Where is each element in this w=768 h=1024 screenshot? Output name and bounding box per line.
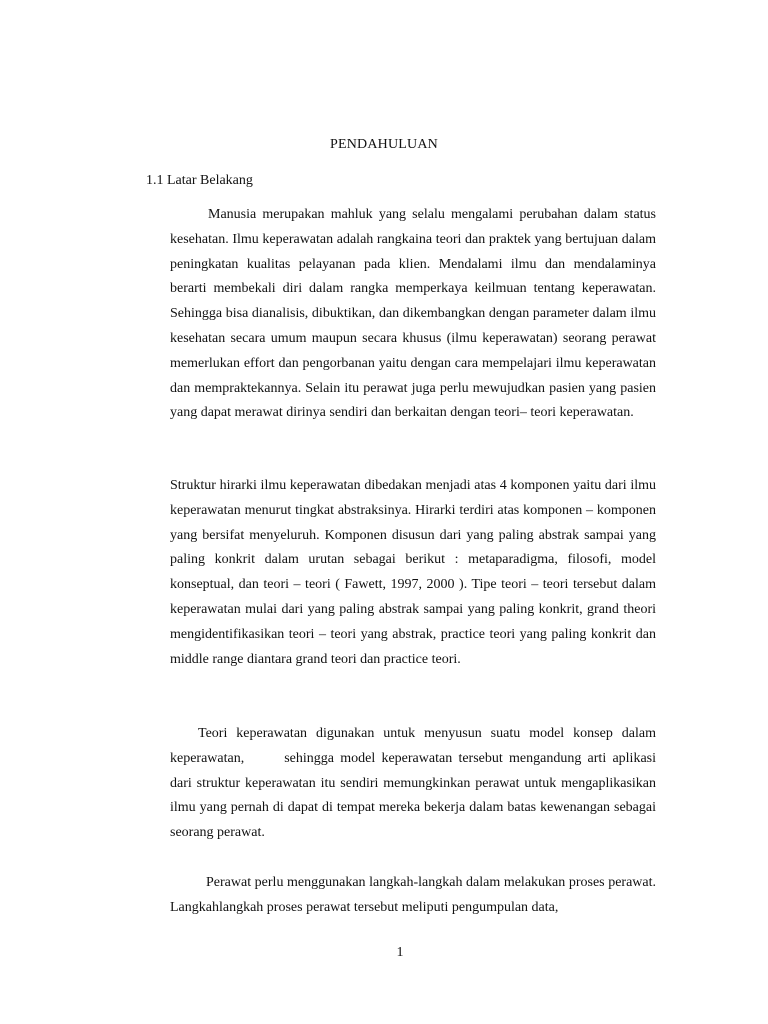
paragraph-2: Struktur hirarki ilmu keperawatan dibedakan menjadi atas 4 komponen yaitu dari ilmu keperawatan menurut tingkat abstraksinya. Hirarki terdiri atas komponen – komponen yang bersifat menyeluruh. Komponen disusun dari yang paling abstrak sampai yang paling konkrit dalam urutan sebagai berikut : metaparadigma, filosofi, model konseptual, dan teori – teori ( Fawett, 1997, 2000 ). Tipe teori – teori tersebut dalam keperawatan mulai dari yang paling abstrak sampai yang paling konkrit, grand theori mengidentifikasikan teori – teori yang abstrak, practice teori yang paling konkrit dan middle range diantara grand teori dan practice teori. — [170, 478, 656, 667]
section-heading: 1.1 Latar Belakang — [146, 173, 253, 188]
page-title: PENDAHULUAN — [330, 137, 438, 152]
paragraph-1: Manusia merupakan mahluk yang selalu mengalami perubahan dalam status kesehatan. Ilmu keperawatan adalah rangkaina teori dan praktek yang bertujuan dalam peningkatan kualitas pelayanan pada klien. Mendalami ilmu dan mendalaminya berarti membekali diri dalam rangka memperkaya keilmuan tentang keperawatan. Sehingga bisa dianalisis, dibuktikan, dan dikembangkan dengan parameter dalam ilmu kesehatan secara umum maupun secara khusus (ilmu keperawatan) seorang perawat memerlukan effort dan pengorbanan yaitu dengan cara mempelajari ilmu keperawatan dan mempraktekannya. Selain itu perawat juga perlu mewujudkan pasien yang pasien yang dapat merawat dirinya sendiri dan berkaitan dengan teori– teori keperawatan. — [170, 207, 656, 421]
paragraph-3-part-2: sehingga model keperawatan tersebut mengandung arti aplikasi dari struktur keperawatan itu sendiri memungkinkan perawat untuk mengaplikasikan ilmu yang pernah di dapat di tempat mereka bekerja dalam batas kewenangan sebagai seorang perawat. — [170, 750, 656, 841]
paragraph-3 — [170, 722, 656, 846]
page-number: 1 — [396, 945, 404, 960]
paragraph-3-part-1: Teori keperawatan digunakan untuk menyusun suatu model konsep dalam keperawatan, — [170, 726, 656, 766]
paragraph-4: Perawat perlu menggunakan langkah-langkah dalam melakukan proses perawat. Langkahlangkah proses perawat tersebut meliputi pengumpulan data, — [170, 875, 656, 915]
